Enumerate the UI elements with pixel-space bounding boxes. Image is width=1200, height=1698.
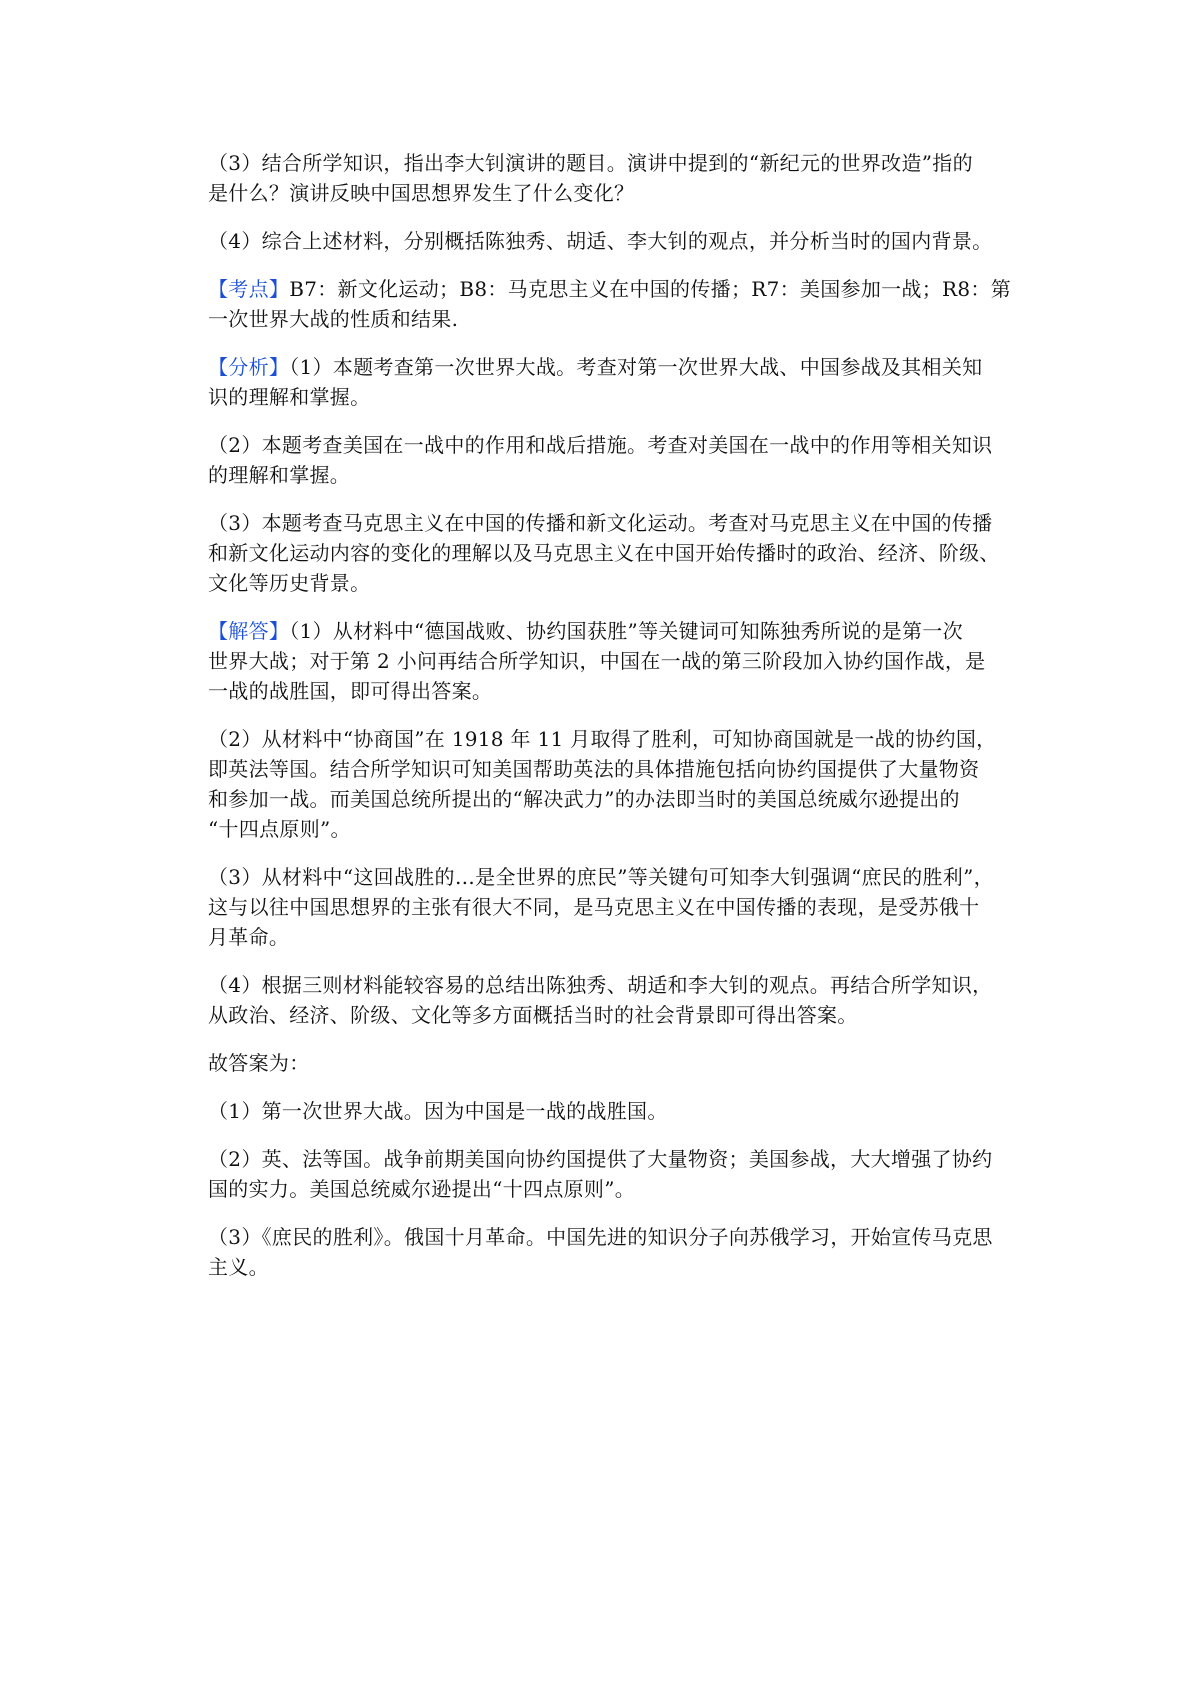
- document-page: [208, 148, 1018, 1282]
- jieda-text: （1）从材料中“德国战败、协约国获胜”等关键词可知陈独秀所说的是第一次: [289, 619, 963, 643]
- question-3-line-2: 是什么？演讲反映中国思想界发生了什么变化？: [208, 181, 635, 205]
- jieda-p1-line-2: 世界大战；对于第 2 小问再结合所学知识，中国在一战的第三阶段加入协约国作战，是: [208, 649, 986, 673]
- kaodian-text: B7：新文化运动；B8：马克思主义在中国的传播；R7：美国参加一战；R8：第: [289, 277, 1012, 301]
- jieda-p4-line-1: （4）根据三则材料能较容易的总结出陈独秀、胡适和李大钊的观点。再结合所学知识，: [208, 973, 993, 997]
- fenxi-p1-line-2: 识的理解和掌握。: [208, 385, 371, 409]
- answer-3-line-1: （3）《庶民的胜利》。俄国十月革命。中国先进的知识分子向苏俄学习，开始宣传马克思: [208, 1225, 993, 1249]
- answer-2-line-1: （2）英、法等国。战争前期美国向协约国提供了大量物资；美国参战，大大增强了协约: [208, 1147, 993, 1171]
- kaodian-line-1: [208, 274, 1018, 304]
- jieda-p3-line-1: （3）从材料中“这回战胜的…是全世界的庶民”等关键句可知李大钊强调“庶民的胜利”，: [208, 865, 994, 889]
- question-4-line-1: （4）综合上述材料，分别概括陈独秀、胡适、李大钊的观点，并分析当时的国内背景。: [208, 229, 993, 253]
- jieda-p3-line-3: 月革命。: [208, 925, 290, 949]
- fenxi-text: （1）本题考查第一次世界大战。考查对第一次世界大战、中国参战及其相关知: [289, 355, 983, 379]
- fenxi-p2-line-1: （2）本题考查美国在一战中的作用和战后措施。考查对美国在一战中的作用等相关知识: [208, 433, 993, 457]
- answer-intro: 故答案为：: [208, 1051, 310, 1075]
- fenxi-line-1: [208, 352, 1018, 382]
- fenxi-p3-line-3: 文化等历史背景。: [208, 571, 371, 595]
- kaodian-tag: 【考点】: [208, 277, 290, 301]
- jieda-p4-line-2: 从政治、经济、阶级、文化等多方面概括当时的社会背景即可得出答案。: [208, 1003, 858, 1027]
- jieda-p2-line-2: 即英法等国。结合所学知识可知美国帮助英法的具体措施包括向协约国提供了大量物资: [208, 757, 980, 781]
- kaodian-line-2: 一次世界大战的性质和结果.: [208, 307, 459, 331]
- jieda-p2-line-1: （2）从材料中“协商国”在 1918 年 11 月取得了胜利，可知协商国就是一战的协约国，: [208, 727, 997, 751]
- jieda-p3-line-2: 这与以往中国思想界的主张有很大不同，是马克思主义在中国传播的表现，是受苏俄十: [208, 895, 980, 919]
- answer-3-line-2: 主义。: [208, 1255, 269, 1279]
- jieda-p1-line-3: 一战的战胜国，即可得出答案。: [208, 679, 493, 703]
- jieda-tag: 【解答】: [208, 619, 290, 643]
- fenxi-p3-line-2: 和新文化运动内容的变化的理解以及马克思主义在中国开始传播时的政治、经济、阶级、: [208, 541, 1000, 565]
- fenxi-p3-line-1: （3）本题考查马克思主义在中国的传播和新文化运动。考查对马克思主义在中国的传播: [208, 511, 993, 535]
- fenxi-p2-line-2: 的理解和掌握。: [208, 463, 351, 487]
- question-3-line-1: （3）结合所学知识，指出李大钊演讲的题目。演讲中提到的“新纪元的世界改造”指的: [208, 151, 973, 175]
- jieda-p2-line-4: “十四点原则”。: [208, 817, 351, 841]
- jieda-p2-line-3: 和参加一战。而美国总统所提出的“解决武力”的办法即当时的美国总统威尔逊提出的: [208, 787, 960, 811]
- answer-2-line-2: 国的实力。美国总统威尔逊提出“十四点原则”。: [208, 1177, 636, 1201]
- jieda-line-1: [208, 616, 1018, 646]
- answer-1: （1）第一次世界大战。因为中国是一战的战胜国。: [208, 1099, 668, 1123]
- fenxi-tag: 【分析】: [208, 355, 290, 379]
